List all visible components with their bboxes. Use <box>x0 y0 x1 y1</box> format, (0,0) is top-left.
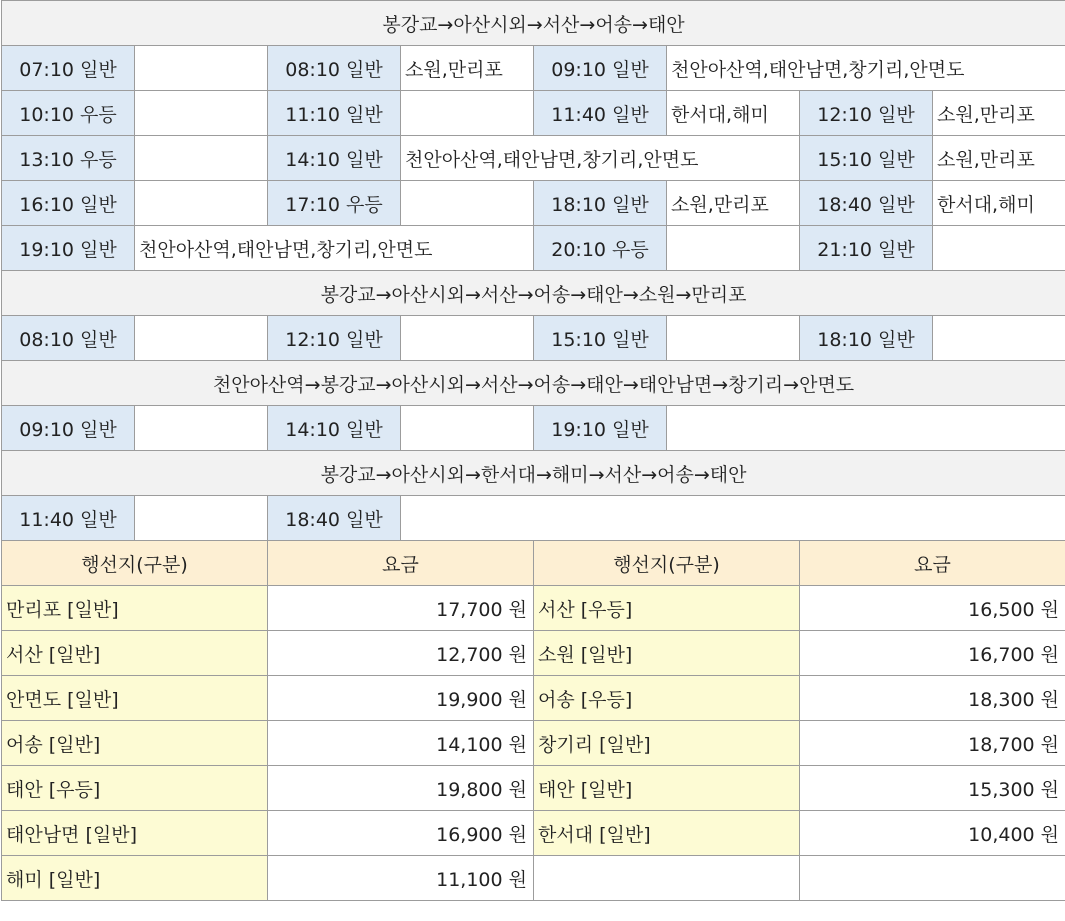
fare-destination: 어송 [우등] <box>534 676 800 721</box>
departure-time: 09:10 일반 <box>534 46 667 91</box>
table-row <box>2 181 1065 226</box>
fare-price: 17,700 원 <box>268 586 534 631</box>
fare-price: 19,900 원 <box>268 676 534 721</box>
via-stops <box>135 46 268 91</box>
departure-time: 16:10 일반 <box>2 181 135 226</box>
departure-time: 13:10 우등 <box>2 136 135 181</box>
departure-time: 21:10 일반 <box>800 226 933 271</box>
via-stops: 천안아산역,태안남면,창기리,안면도 <box>667 46 1065 91</box>
fare-header-row <box>2 541 1065 586</box>
fare-price: 18,300 원 <box>800 676 1065 721</box>
departure-time: 15:10 일반 <box>800 136 933 181</box>
fare-row <box>2 811 1065 856</box>
departure-time: 10:10 우등 <box>2 91 135 136</box>
departure-time: 20:10 우등 <box>534 226 667 271</box>
table-row <box>2 406 1065 451</box>
via-stops: 소원,만리포 <box>933 91 1065 136</box>
fare-price: 16,700 원 <box>800 631 1065 676</box>
departure-time: 19:10 일반 <box>534 406 667 451</box>
departure-time: 17:10 우등 <box>268 181 401 226</box>
fare-header-price: 요금 <box>268 541 534 586</box>
via-stops: 천안아산역,태안남면,창기리,안면도 <box>401 136 800 181</box>
via-stops <box>135 181 268 226</box>
via-stops: 한서대,해미 <box>933 181 1065 226</box>
via-stops <box>135 406 268 451</box>
fare-header-destination: 행선지(구분) <box>534 541 800 586</box>
departure-time: 18:40 일반 <box>268 496 401 541</box>
fare-price: 11,100 원 <box>268 856 534 901</box>
fare-row <box>2 586 1065 631</box>
via-stops <box>135 316 268 361</box>
via-stops <box>667 226 800 271</box>
table-row <box>2 226 1065 271</box>
fare-destination: 태안 [우등] <box>2 766 268 811</box>
fare-destination: 태안남면 [일반] <box>2 811 268 856</box>
table-row <box>2 316 1065 361</box>
via-stops: 천안아산역,태안남면,창기리,안면도 <box>135 226 534 271</box>
table-row <box>2 136 1065 181</box>
route-title: 봉강교→아산시외→서산→어송→태안 <box>2 1 1065 46</box>
departure-time: 12:10 일반 <box>268 316 401 361</box>
fare-price: 14,100 원 <box>268 721 534 766</box>
fare-destination: 해미 [일반] <box>2 856 268 901</box>
fare-row <box>2 676 1065 721</box>
departure-time: 11:10 일반 <box>268 91 401 136</box>
via-stops <box>401 181 534 226</box>
departure-time: 09:10 일반 <box>2 406 135 451</box>
fare-price: 12,700 원 <box>268 631 534 676</box>
via-stops <box>933 226 1065 271</box>
departure-time: 07:10 일반 <box>2 46 135 91</box>
fare-destination: 소원 [일반] <box>534 631 800 676</box>
departure-time: 19:10 일반 <box>2 226 135 271</box>
via-stops <box>401 316 534 361</box>
via-stops: 소원,만리포 <box>667 181 800 226</box>
fare-price: 16,900 원 <box>268 811 534 856</box>
fare-destination: 만리포 [일반] <box>2 586 268 631</box>
departure-time: 14:10 일반 <box>268 406 401 451</box>
via-stops: 소원,만리포 <box>401 46 534 91</box>
departure-time: 18:10 일반 <box>534 181 667 226</box>
departure-time: 18:40 일반 <box>800 181 933 226</box>
departure-time: 08:10 일반 <box>2 316 135 361</box>
via-stops <box>135 136 268 181</box>
fare-destination: 안면도 [일반] <box>2 676 268 721</box>
fare-price: 15,300 원 <box>800 766 1065 811</box>
fare-destination: 한서대 [일반] <box>534 811 800 856</box>
departure-time: 11:40 일반 <box>534 91 667 136</box>
fare-destination: 태안 [일반] <box>534 766 800 811</box>
route-title: 봉강교→아산시외→한서대→해미→서산→어송→태안 <box>2 451 1065 496</box>
fare-price: 19,800 원 <box>268 766 534 811</box>
fare-row <box>2 766 1065 811</box>
route-title: 천안아산역→봉강교→아산시외→서산→어송→태안→태안남면→창기리→안면도 <box>2 361 1065 406</box>
departure-time: 14:10 일반 <box>268 136 401 181</box>
fare-row <box>2 856 1065 901</box>
fare-header-destination: 행선지(구분) <box>2 541 268 586</box>
via-stops <box>667 406 1065 451</box>
table-row <box>2 496 1065 541</box>
fare-destination: 창기리 [일반] <box>534 721 800 766</box>
departure-time: 15:10 일반 <box>534 316 667 361</box>
via-stops <box>933 316 1065 361</box>
departure-time: 08:10 일반 <box>268 46 401 91</box>
via-stops <box>401 406 534 451</box>
via-stops <box>401 496 1065 541</box>
departure-time: 12:10 일반 <box>800 91 933 136</box>
via-stops <box>667 316 800 361</box>
table-row <box>2 46 1065 91</box>
route-title: 봉강교→아산시외→서산→어송→태안→소원→만리포 <box>2 271 1065 316</box>
via-stops <box>135 496 268 541</box>
fare-price <box>800 856 1065 901</box>
bus-timetable <box>1 0 1065 901</box>
departure-time: 18:10 일반 <box>800 316 933 361</box>
via-stops: 소원,만리포 <box>933 136 1065 181</box>
fare-destination: 서산 [일반] <box>2 631 268 676</box>
via-stops: 한서대,해미 <box>667 91 800 136</box>
via-stops <box>401 91 534 136</box>
fare-row <box>2 721 1065 766</box>
fare-price: 16,500 원 <box>800 586 1065 631</box>
departure-time: 11:40 일반 <box>2 496 135 541</box>
table-row <box>2 91 1065 136</box>
via-stops <box>135 91 268 136</box>
fare-header-price: 요금 <box>800 541 1065 586</box>
fare-destination: 어송 [일반] <box>2 721 268 766</box>
fare-destination: 서산 [우등] <box>534 586 800 631</box>
fare-price: 10,400 원 <box>800 811 1065 856</box>
fare-destination <box>534 856 800 901</box>
fare-price: 18,700 원 <box>800 721 1065 766</box>
fare-row <box>2 631 1065 676</box>
